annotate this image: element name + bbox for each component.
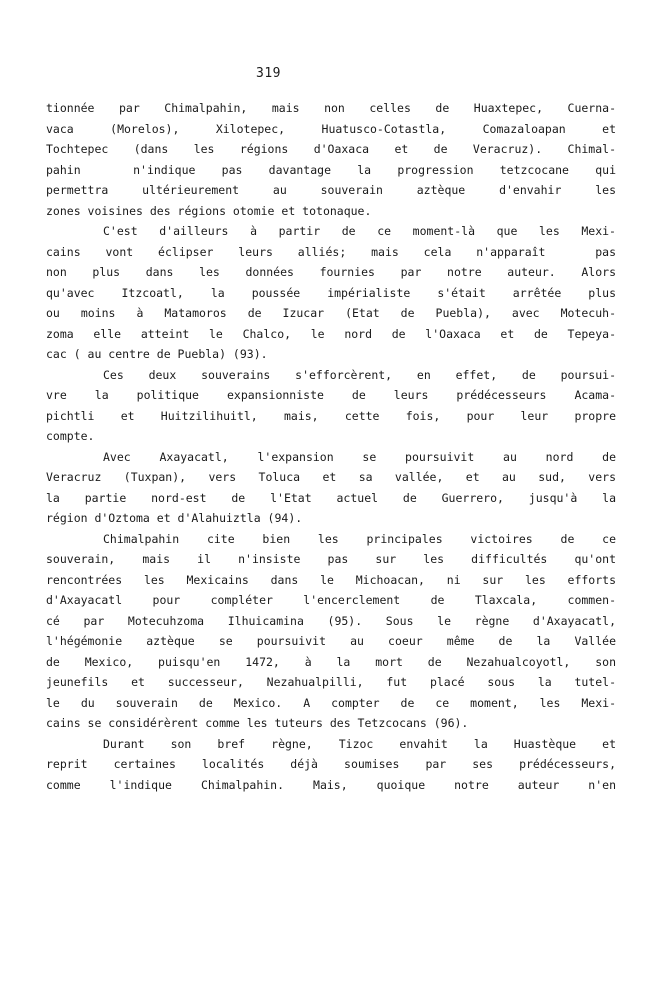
text-line: région d'Oztoma et d'Alahuiztla (94).	[46, 511, 303, 525]
text-line: cains vont éclipser leurs alliés; mais cela n'apparaît pas	[46, 244, 616, 259]
text-line: non plus dans les données fournies par notre auteur. Alors	[46, 265, 616, 279]
text-line: ou moins à Matamoros de Izucar (Etat de Puebla), avec Motecuh-	[46, 306, 616, 320]
text-line: cains se considérèrent comme les tuteurs des Tetzcocans (96).	[46, 716, 469, 730]
text-line: permettra ultérieurement au souverain aztèque d'envahir les	[46, 183, 616, 197]
text-line: de Mexico, puisqu'en 1472, à la mort de Nezahualcoyotl, son	[46, 654, 616, 669]
text-line: Veracruz (Tuxpan), vers Toluca et sa vallée, et au sud, vers	[46, 470, 616, 484]
text-line: qu'avec Itzcoatl, la poussée impérialiste s'était arrêtée plus	[46, 285, 616, 300]
text-line: cac ( au centre de Puebla) (93).	[46, 347, 268, 361]
body-text	[46, 98, 616, 795]
text-line: cé par Motecuhzoma Ilhuicamina (95). Sous le règne d'Axayacatl,	[46, 613, 616, 628]
text-line: pichtli et Huitzilihuitl, mais, cette fois, pour leur propre	[46, 408, 616, 423]
text-line: vre la politique expansionniste de leurs prédécesseurs Acama-	[46, 388, 616, 402]
text-line: pahin n'indique pas davantage la progression tetzcocane qui	[46, 162, 616, 177]
text-line: Ces deux souverains s'efforcèrent, en effet, de poursui-	[103, 367, 616, 382]
text-line: souverain, mais il n'insiste pas sur les difficultés qu'ont	[46, 552, 616, 566]
text-line: la partie nord-est de l'Etat actuel de Guerrero, jusqu'à la	[46, 490, 616, 505]
text-line: comme l'indique Chimalpahin. Mais, quoique notre auteur n'en	[46, 777, 616, 792]
text-line: d'Axayacatl pour compléter l'encerclement de Tlaxcala, commen-	[46, 593, 616, 607]
text-line: Durant son bref règne, Tizoc envahit la Huastèque et	[103, 736, 616, 751]
text-line: jeunefils et successeur, Nezahualpilli, fut placé sous la tutel-	[46, 675, 616, 689]
page-number: 319	[256, 66, 281, 81]
text-line: zoma elle atteint le Chalco, le nord de l'Oaxaca et de Tepeya-	[46, 326, 616, 341]
text-line: C'est d'ailleurs à partir de ce moment-là que les Mexi-	[103, 224, 616, 238]
text-line: zones voisines des régions otomie et totonaque.	[46, 203, 372, 218]
text-line: compte.	[46, 429, 95, 443]
text-line: Tochtepec (dans les régions d'Oaxaca et de Veracruz). Chimal-	[46, 142, 616, 156]
text-line: vaca (Morelos), Xilotepec, Huatusco-Cotastla, Comazaloapan et	[46, 121, 616, 136]
text-line: tionnée par Chimalpahin, mais non celles de Huaxtepec, Cuerna-	[46, 101, 616, 115]
text-line: reprit certaines localités déjà soumises par ses prédécesseurs,	[46, 757, 616, 771]
text-line: rencontrées les Mexicains dans le Michoacan, ni sur les efforts	[46, 572, 616, 587]
text-line: Chimalpahin cite bien les principales victoires de ce	[103, 531, 616, 546]
text-line: Avec Axayacatl, l'expansion se poursuivit au nord de	[103, 449, 616, 464]
text-line: le du souverain de Mexico. A compter de ce moment, les Mexi-	[46, 695, 616, 710]
text-line: l'hégémonie aztèque se poursuivit au coeur même de la Vallée	[46, 634, 616, 648]
